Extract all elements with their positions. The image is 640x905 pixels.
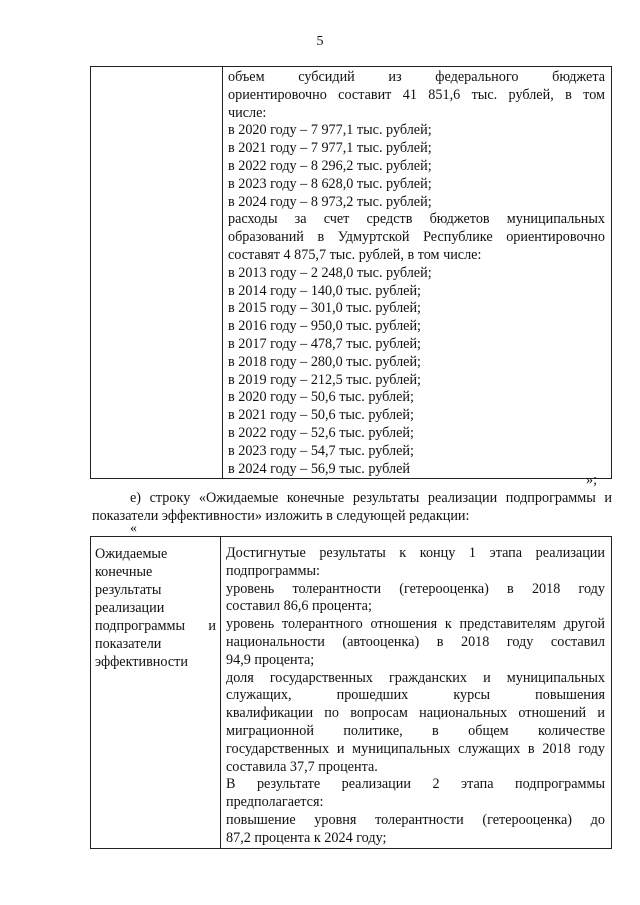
budget-lines bbox=[228, 69, 605, 478]
budget-line: в 2020 году – 50,6 тыс. рублей; bbox=[228, 389, 414, 406]
budget-line: числе: bbox=[228, 104, 267, 121]
budget-line: в 2021 году – 50,6 тыс. рублей; bbox=[228, 407, 414, 424]
result-line: составила 37,7 процента. bbox=[226, 758, 378, 775]
result-line: квалификации по вопросам национальных отношений и bbox=[226, 705, 605, 722]
budget-line: в 2021 году – 7 977,1 тыс. рублей; bbox=[228, 140, 432, 157]
budget-line: в 2024 году – 8 973,2 тыс. рублей; bbox=[228, 193, 432, 210]
result-line: 94,9 процента; bbox=[226, 651, 315, 668]
result-line: составил 86,6 процента; bbox=[226, 598, 372, 615]
label-line: подпрограммы и bbox=[95, 618, 216, 634]
result-line: уровень толерантности (гетерооценка) в 2018 году bbox=[226, 580, 605, 597]
budget-line: ориентировочно составит 41 851,6 тыс. рублей, в том bbox=[228, 86, 605, 103]
result-line: В результате реализации 2 этапа подпрограммы bbox=[226, 776, 605, 793]
label-line: Ожидаемые bbox=[95, 546, 168, 562]
result-line: доля государственных гражданских и муниципальных bbox=[226, 669, 605, 686]
budget-line: в 2018 году – 280,0 тыс. рублей; bbox=[228, 353, 421, 370]
result-line: 87,2 процента к 2024 году; bbox=[226, 829, 387, 846]
label-line: эффективности bbox=[95, 654, 188, 670]
result-line: уровень толерантного отношения к представителям другой bbox=[226, 616, 605, 633]
budget-line: расходы за счет средств бюджетов муниципальных bbox=[228, 211, 605, 228]
budget-line: составят 4 875,7 тыс. рублей, в том числе: bbox=[228, 246, 482, 263]
budget-line: в 2019 году – 212,5 тыс. рублей; bbox=[228, 371, 421, 388]
budget-line: объем субсидий из федерального бюджета bbox=[228, 69, 605, 85]
budget-line: в 2024 году – 56,9 тыс. рублей bbox=[228, 460, 410, 477]
results-table-content-cell bbox=[221, 537, 612, 849]
label-line: результаты bbox=[95, 582, 162, 598]
budget-table-left-cell bbox=[91, 67, 223, 479]
instruction-line-2: показатели эффективности» изложить в следующей редакции: bbox=[92, 508, 470, 524]
results-table-label-cell bbox=[91, 537, 221, 849]
budget-line: образований в Удмуртской Республике ориентировочно bbox=[228, 229, 605, 246]
label-line: реализации bbox=[95, 600, 165, 616]
page-number: 5 bbox=[316, 34, 324, 49]
budget-table-right-cell bbox=[223, 67, 612, 479]
label-line: конечные bbox=[95, 564, 153, 580]
budget-line: в 2022 году – 8 296,2 тыс. рублей; bbox=[228, 157, 432, 174]
result-line: служащих, прошедших курсы повышения bbox=[226, 687, 605, 704]
result-line: государственных и муниципальных служащих в 2018 году bbox=[226, 740, 605, 757]
budget-line: в 2014 году – 140,0 тыс. рублей; bbox=[228, 282, 421, 299]
budget-line: в 2022 году – 52,6 тыс. рублей; bbox=[228, 424, 414, 441]
result-line: повышение уровня толерантности (гетерооценка) до bbox=[226, 811, 605, 828]
result-line: Достигнутые результаты к концу 1 этапа реализации bbox=[226, 545, 605, 561]
budget-line: в 2023 году – 8 628,0 тыс. рублей; bbox=[228, 175, 432, 192]
budget-line: в 2017 году – 478,7 тыс. рублей; bbox=[228, 335, 421, 352]
budget-line: в 2013 году – 2 248,0 тыс. рублей; bbox=[228, 264, 432, 281]
result-line: предполагается: bbox=[226, 794, 324, 811]
budget-line: в 2016 году – 950,0 тыс. рублей; bbox=[228, 318, 421, 335]
opening-quote: « bbox=[130, 521, 137, 536]
budget-line: в 2020 году – 7 977,1 тыс. рублей; bbox=[228, 122, 432, 139]
result-line: миграционной политике, в общем количестве bbox=[226, 722, 605, 739]
budget-line: в 2015 году – 301,0 тыс. рублей; bbox=[228, 300, 421, 317]
result-line: национальности (автооценка) в 2018 году составил bbox=[226, 633, 605, 650]
budget-line: в 2023 году – 54,7 тыс. рублей; bbox=[228, 442, 414, 459]
label-line: показатели bbox=[95, 636, 162, 652]
results-content bbox=[226, 539, 605, 848]
closing-quote: »; bbox=[586, 472, 598, 488]
instruction-line-1: е) строку «Ожидаемые конечные результаты реализации подпрограммы и bbox=[130, 490, 612, 506]
results-label bbox=[91, 537, 220, 671]
result-line: подпрограммы: bbox=[226, 562, 320, 579]
budget-table bbox=[90, 66, 612, 479]
results-table bbox=[90, 536, 612, 849]
